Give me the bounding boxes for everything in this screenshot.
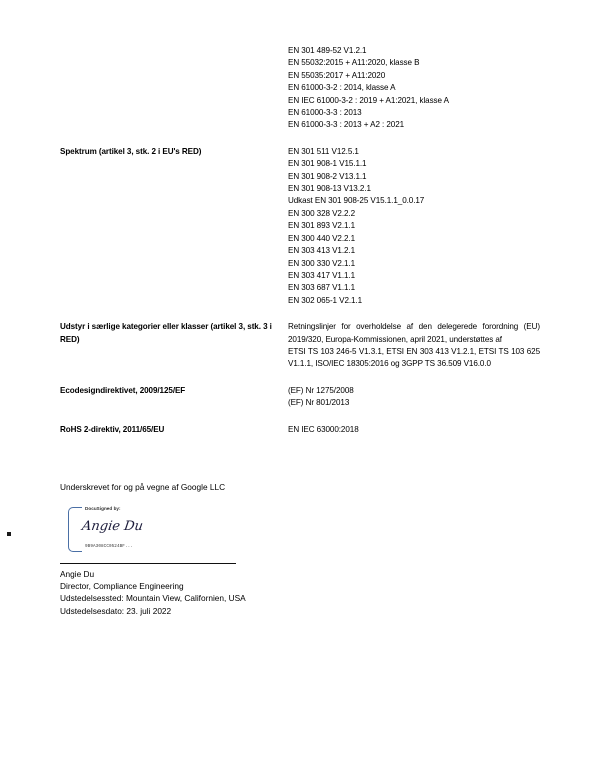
handwritten-signature: Angie Du bbox=[80, 519, 144, 534]
supporting-standards-paragraph: ETSI TS 103 246-5 V1.3.1, ETSI EN 303 413 V1.2.1, ETSI TS 103 625 V1.1.1, ISO/IEC 18305:2016 og 3GPP TS 36.509 V16.0.0 bbox=[288, 346, 540, 369]
standard-line: EN 61000-3-2 : 2014, klasse A bbox=[288, 83, 396, 93]
standard-line: EN 55035:2017 + A11:2020 bbox=[288, 70, 386, 80]
signer-details bbox=[60, 568, 246, 617]
issue-date: Udstedelsesdato: 23. juli 2022 bbox=[60, 605, 172, 616]
standard-line: EN IEC 61000-3-2 : 2019 + A1:2021, klasse A bbox=[288, 95, 449, 105]
signature-intro-text: Underskrevet for og på vegne af Google LLC bbox=[60, 482, 226, 492]
issue-place: Udstedelsessted: Mountain View, Californien, USA bbox=[60, 593, 246, 604]
standard-line: EN 61000-3-3 : 2013 + A2 : 2021 bbox=[288, 120, 405, 130]
row-values bbox=[288, 385, 540, 410]
standard-line: EN 303 687 V1.1.1 bbox=[288, 283, 356, 293]
docusign-bracket-icon bbox=[68, 507, 82, 552]
standard-line: EN 302 065-1 V2.1.1 bbox=[288, 295, 363, 305]
row-label-ecodesign: Ecodesigndirektivet, 2009/125/EF bbox=[60, 385, 186, 395]
table-row bbox=[60, 45, 540, 132]
standard-line: EN 55032:2015 + A11:2020, klasse B bbox=[288, 58, 420, 68]
standards-table bbox=[60, 45, 540, 436]
docusign-envelope-id: 9B9A308CC0524BF... bbox=[85, 544, 133, 549]
margin-artifact-mark bbox=[7, 532, 11, 536]
standard-line: EN IEC 63000:2018 bbox=[288, 424, 359, 434]
signature-line-divider bbox=[60, 563, 236, 564]
docusign-signature-stamp bbox=[68, 507, 164, 552]
docusign-label: DocuSigned by: bbox=[85, 506, 121, 511]
standard-line: EN 300 330 V2.1.1 bbox=[288, 258, 356, 268]
standard-line: EN 301 511 V12.5.1 bbox=[288, 146, 359, 156]
standard-line: EN 303 413 V1.2.1 bbox=[288, 246, 356, 256]
standard-line: EN 301 908-1 V15.1.1 bbox=[288, 159, 367, 169]
signer-title: Director, Compliance Engineering bbox=[60, 581, 184, 592]
table-row bbox=[60, 146, 540, 307]
standard-line: (EF) Nr 1275/2008 bbox=[288, 385, 354, 395]
row-label-special-categories: Udstyr i særlige kategorier eller klasser (artikel 3, stk. 3 i RED) bbox=[60, 322, 272, 344]
standard-line: (EF) Nr 801/2013 bbox=[288, 398, 350, 408]
row-values bbox=[288, 146, 540, 307]
row-label-spektrum: Spektrum (artikel 3, stk. 2 i EU's RED) bbox=[60, 146, 202, 156]
standard-line: EN 301 908-2 V13.1.1 bbox=[288, 171, 367, 181]
standard-line: EN 303 417 V1.1.1 bbox=[288, 270, 356, 280]
row-label-rohs: RoHS 2-direktiv, 2011/65/EU bbox=[60, 424, 165, 434]
standard-line: EN 301 908-13 V13.2.1 bbox=[288, 184, 371, 194]
standard-line: EN 301 489-52 V1.2.1 bbox=[288, 46, 367, 55]
table-row bbox=[60, 385, 540, 410]
signer-name: Angie Du bbox=[60, 569, 95, 579]
row-values bbox=[288, 321, 540, 371]
standard-line: EN 61000-3-3 : 2013 bbox=[288, 108, 362, 118]
standard-line: EN 300 440 V2.2.1 bbox=[288, 233, 356, 243]
row-values bbox=[288, 424, 540, 436]
table-row bbox=[60, 321, 540, 371]
standard-line: EN 300 328 V2.2.2 bbox=[288, 208, 356, 218]
guidance-paragraph: Retningslinjer for overholdelse af den delegerede forordning (EU) 2019/320, Europa-Kommissionen, april 2021, understøttes af bbox=[288, 322, 540, 344]
standard-line: Udkast EN 301 908-25 V15.1.1_0.0.17 bbox=[288, 196, 425, 206]
standard-line: EN 301 893 V2.1.1 bbox=[288, 221, 356, 231]
table-row bbox=[60, 424, 540, 436]
row-values bbox=[288, 45, 540, 132]
